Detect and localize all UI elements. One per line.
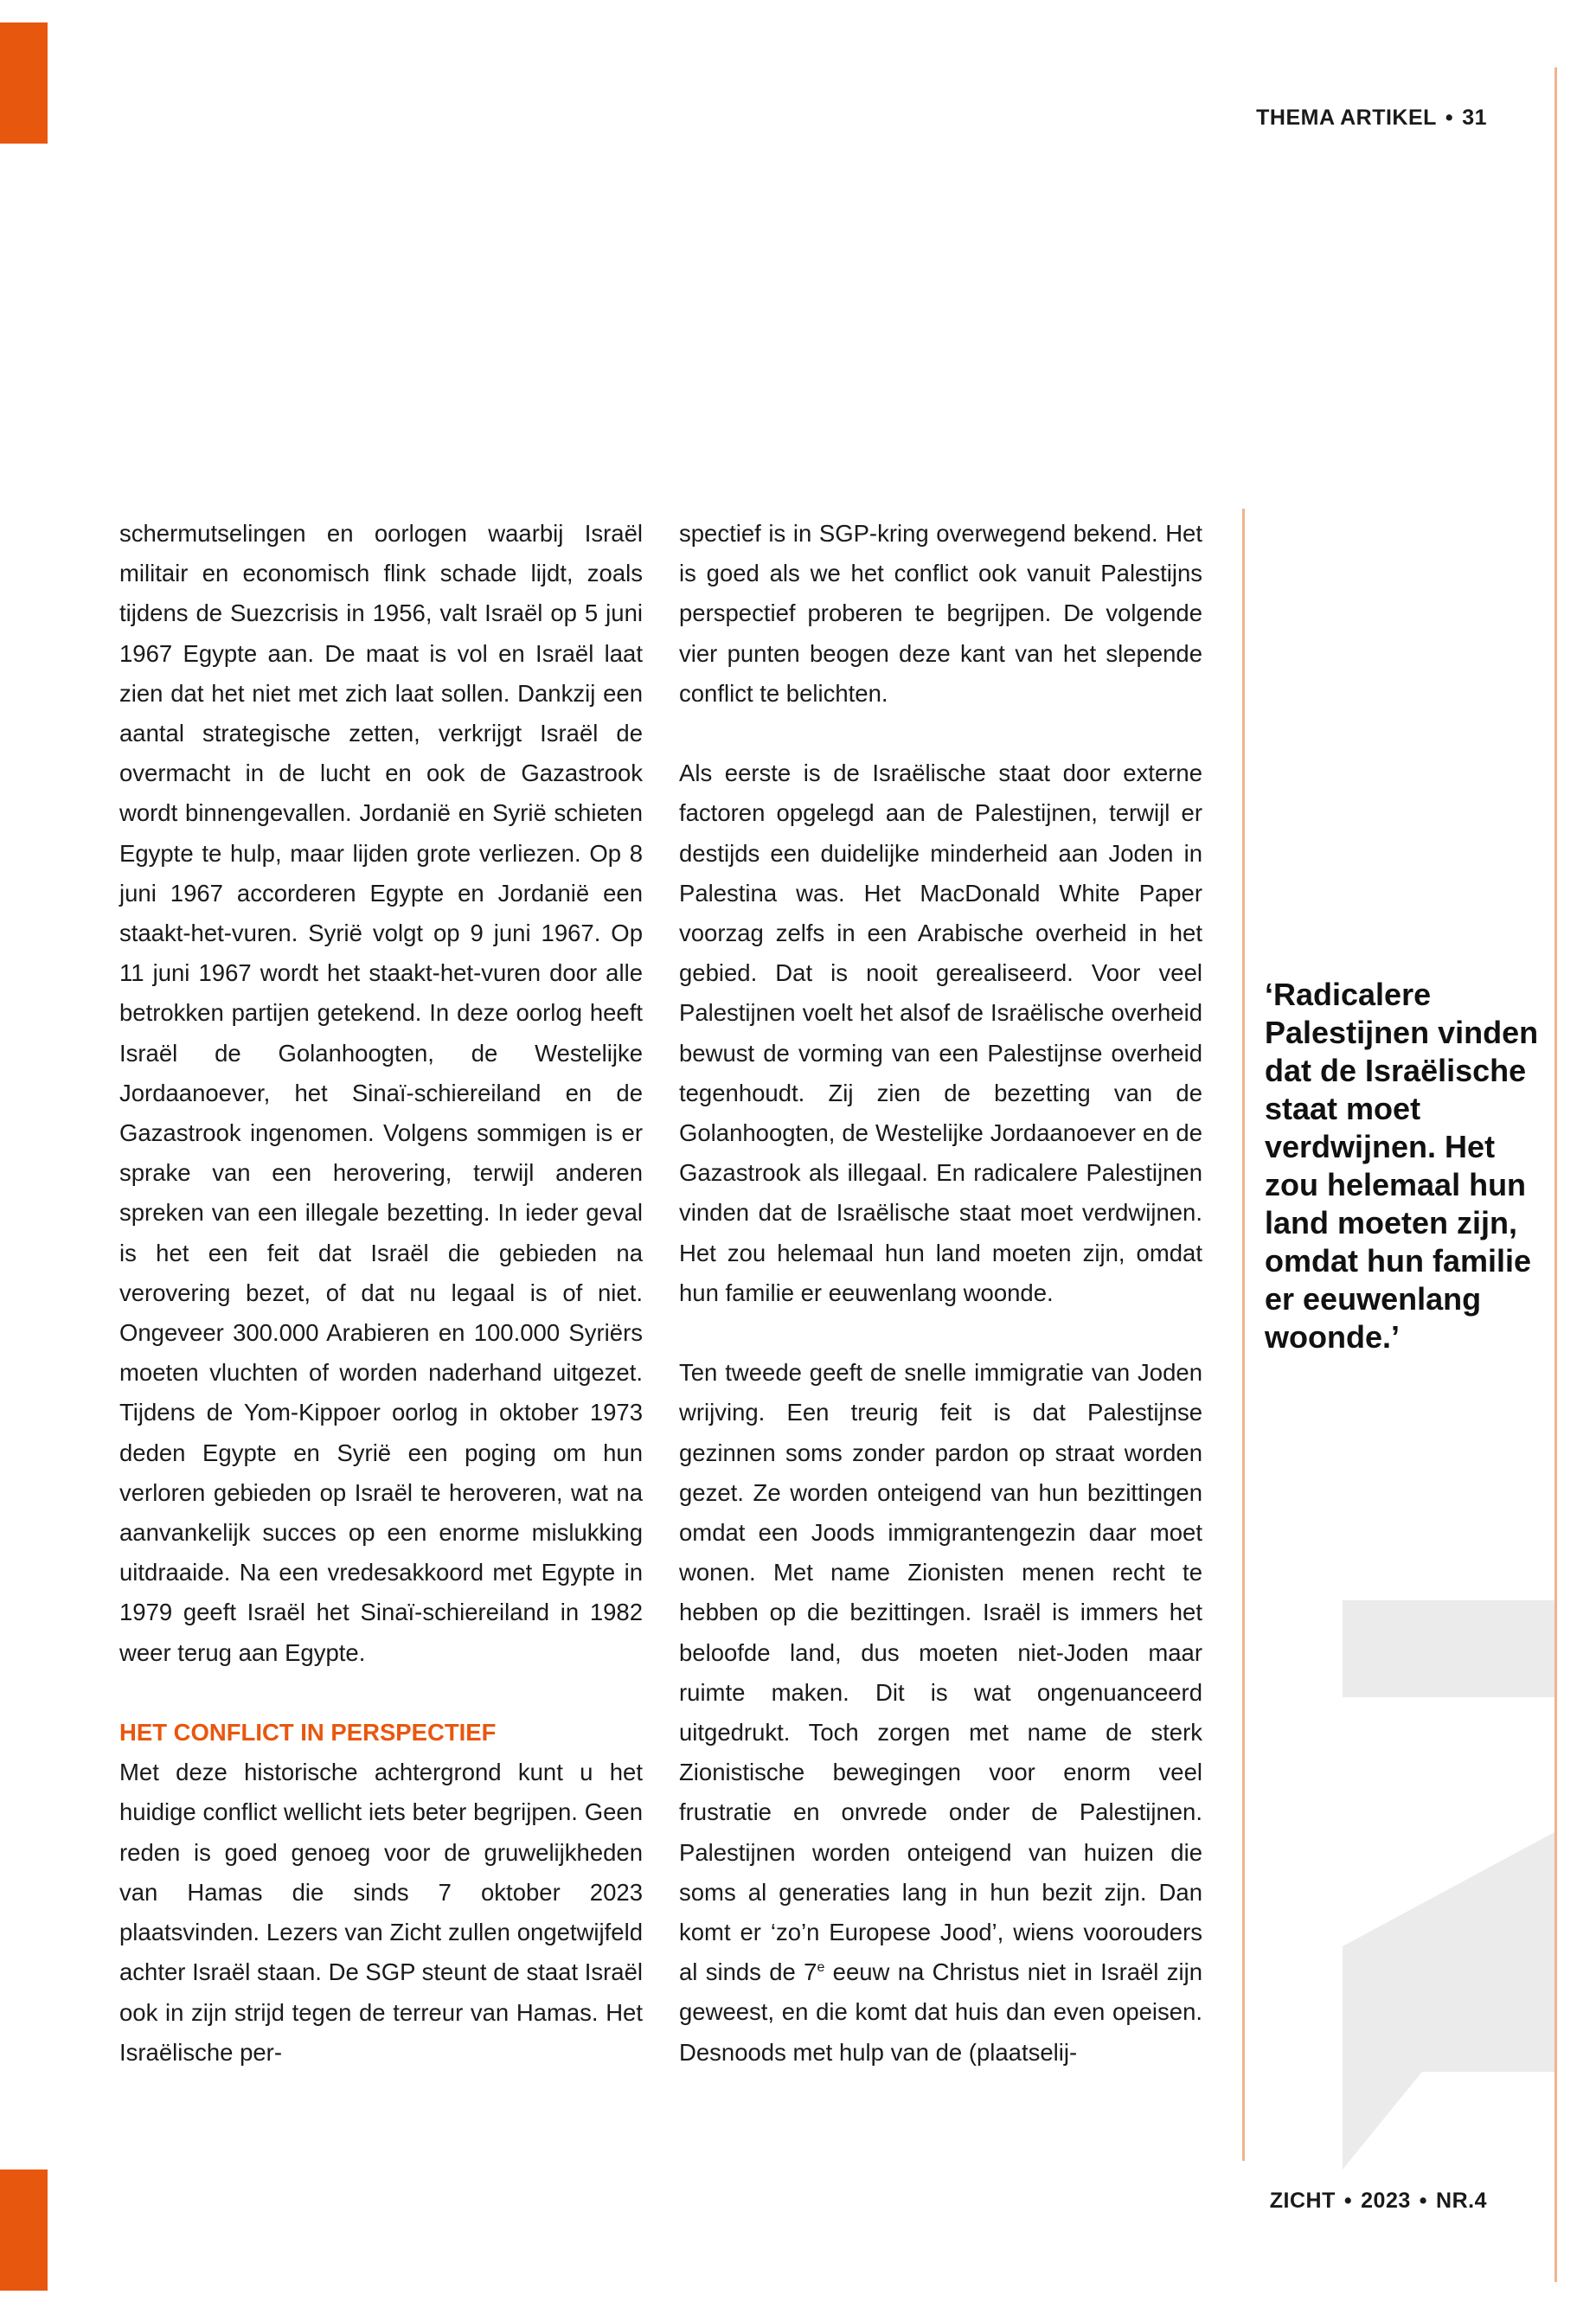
paragraph-text: Ten tweede geeft de snelle immigratie van Joden wrijving. Een treurig feit is dat Palestijnse gezinnen soms zonder pardon op straat worden gezet. Ze worden onteigend van hun bezittingen omdat een Joods immigrantengezin daar moet wonen. Met name Zionisten menen recht te hebben op die bezittingen. Israël is immers het beloofde land, dus moeten niet-Joden maar ruimte maken. Dit is wat ongenuanceerd uitgedrukt. Toch zorgen met name de sterk Zionistische bewegingen voor enorm veel frustratie en onvrede onder de Palestijnen. Palestijnen worden onteigend van huizen die soms al generaties lang in hun bezit zijn. Dan komt er ‘zo’n Europese Jood’, wiens voorouders al sinds de 7: [679, 1359, 1202, 1986]
page-number: 31: [1462, 106, 1487, 130]
running-header: [1256, 106, 1487, 131]
footer-separator: •: [1343, 2189, 1353, 2213]
issue-number: NR.4: [1436, 2189, 1487, 2213]
section-label: THEMA ARTIKEL: [1256, 106, 1437, 130]
z-logo-top-bar: [1343, 1600, 1554, 1697]
issue-year: 2023: [1361, 2189, 1411, 2213]
header-separator: •: [1445, 106, 1454, 130]
paragraph-text: eeuw na Christus niet in Israël zijn geweest, en die komt dat huis dan even opeisen. Desnoods met hulp van de (plaatselij-: [679, 1958, 1203, 2066]
bottom-accent-bar: [0, 2170, 48, 2291]
left-text-column: [119, 514, 643, 2073]
body-paragraph: [679, 1353, 1202, 2073]
middle-text-column: [679, 514, 1202, 2073]
top-accent-bar: [0, 22, 48, 144]
z-logo-diagonal: [1343, 1832, 1554, 2170]
body-paragraph: spectief is in SGP-kring overwegend bekend. Het is goed als we het conflict ook vanuit Palestijns perspectief proberen te begrijpen. De volgende vier punten beogen deze kant van het slepende conflict te belichten.: [679, 520, 1202, 707]
pull-quote-rule: [1242, 509, 1245, 2161]
section-heading: HET CONFLICT IN PERSPECTIEF: [119, 1719, 497, 1747]
body-paragraph: Met deze historische achtergrond kunt u het huidige conflict wellicht iets beter begrijpen. Geen reden is goed genoeg voor de gruwelijkheden van Hamas die sinds 7 oktober 2023 plaatsvinden. Lezers van Zicht zullen ongetwijfeld achter Israël staan. De SGP steunt de staat Israël ook in zijn strijd tegen de terreur van Hamas. Het Israëlische per-: [119, 1759, 643, 2066]
footer-separator: •: [1419, 2189, 1428, 2213]
running-footer: [1270, 2189, 1487, 2214]
body-paragraph: Als eerste is de Israëlische staat door externe factoren opgelegd aan de Palestijnen, terwijl er destijds een duidelijke minderheid aan Joden in Palestina was. Het MacDonald White Paper voorzag zelfs in een Arabische overheid in het gebied. Dat is nooit gerealiseerd. Voor veel Palestijnen voelt het alsof de Israëlische overheid bewust de vorming van een Palestijnse overheid tegenhoudt. Zij zien de bezetting van de Golanhoogten, de Westelijke Jordaanoever en de Gazastrook als illegaal. En radicalere Palestijnen vinden dat de Israëlische staat moet verdwijnen. Het zou helemaal hun land moeten zijn, omdat hun familie er eeuwenlang woonde.: [679, 760, 1202, 1306]
pull-quote: ‘Radicalere Palestijnen vinden dat de Israëlische staat moet verdwijnen. Het zou helemaal hun land moeten zijn, omdat hun familie er eeuwenlang woonde.’: [1265, 977, 1539, 1355]
ordinal-superscript: e: [817, 1960, 825, 1976]
z-logo-watermark-icon: [1343, 1600, 1554, 2170]
page-side-rule: [1554, 67, 1557, 2282]
body-paragraph: schermutselingen en oorlogen waarbij Israël militair en economisch flink schade lijdt, zoals tijdens de Suezcrisis in 1956, valt Israël op 5 juni 1967 Egypte aan. De maat is vol en Israël laat zien dat het niet met zich laat sollen. Dankzij een aantal strategische zetten, verkrijgt Israël de overmacht in de lucht en ook de Gazastrook wordt binnengevallen. Jordanië en Syrië schieten Egypte te hulp, maar lijden grote verliezen. Op 8 juni 1967 accorderen Egypte en Jordanië een staakt-het-vuren. Syrië volgt op 9 juni 1967. Op 11 juni 1967 wordt het staakt-het-vuren door alle betrokken partijen getekend. In deze oorlog heeft Israël de Golanhoogten, de Westelijke Jordaanoever, het Sinaï-schiereiland en de Gazastrook ingenomen. Volgens sommigen is er sprake van een herovering, terwijl anderen spreken van een illegale bezetting. In ieder geval is het een feit dat Israël die gebieden na verovering bezet, of dat nu legaal is of niet. Ongeveer 300.000 Arabieren en 100.000 Syriërs moeten vluchten of worden naderhand uitgezet. Tijdens de Yom-Kippoer oorlog in oktober 1973 deden Egypte en Syrië een poging om hun verloren gebieden op Israël te heroveren, wat na aanvankelijk succes op een enorme mislukking uitdraaide. Na een vredesakkoord met Egypte in 1979 geeft Israël het Sinaï-schiereiland in 1982 weer terug aan Egypte.: [119, 520, 643, 1666]
magazine-name: ZICHT: [1269, 2189, 1336, 2213]
